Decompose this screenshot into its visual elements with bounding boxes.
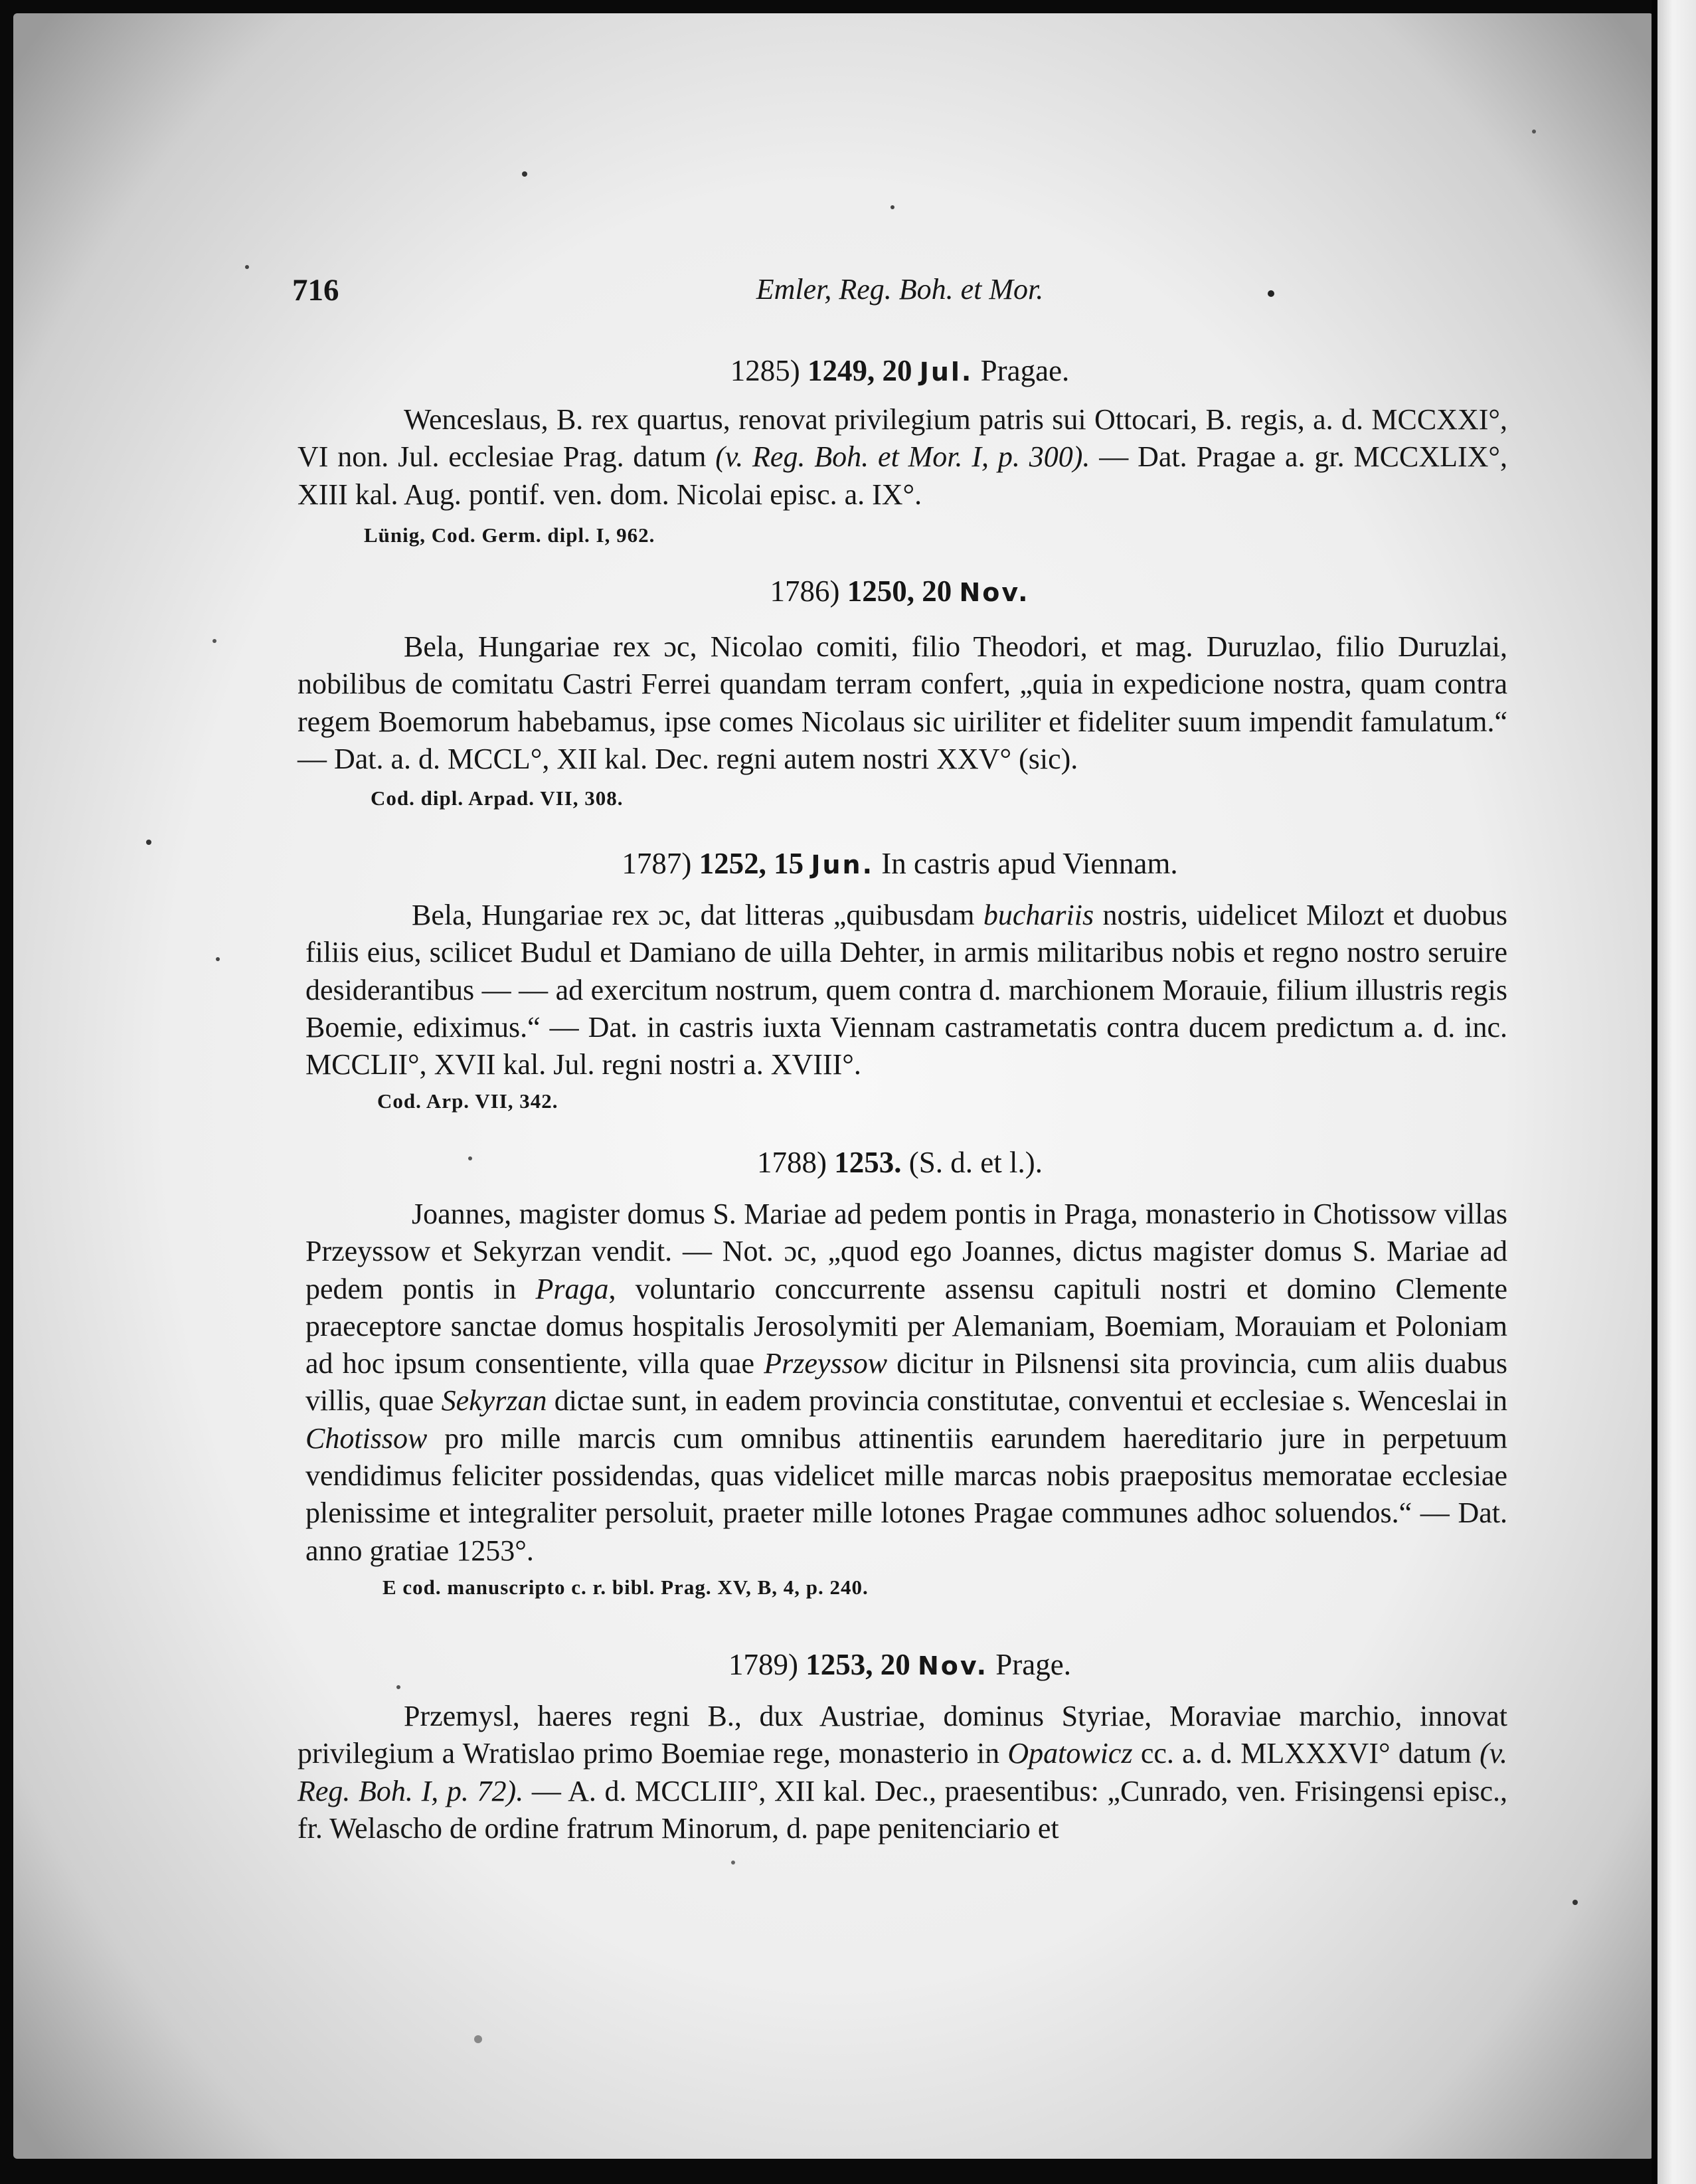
entry-heading [292,573,1507,611]
entry-text [305,1196,1507,1570]
text-run: Joannes, magister domus S. Mariae ad pedem pontis in Praga, monasterio in Chotissow villas Przeyssow et Sekyrzan vendit. — Not. ɔc, „quod ego Joannes, dictus magister domus S. Mariae ad pedem pontis in [305,1198,1507,1305]
source-reference: Lünig, Cod. Germ. dipl. I, 962. [364,523,655,547]
text-run: nostris, uidelicet Milozt et duobus filiis eius, scilicet Budul et Damiano de uilla Dehter, in armis militaribus nobis et regno nostro seruire desiderantibus — — ad exercitum nostrum, quem contra d. marchionem Morauie, filium illustris regis Boemie, ediximus.“ — Dat. in castris iuxta Viennam castrametatis contra ducem predictum a. d. inc. MCCLII°, XVII kal. Jul. regni nostri a. XVIII°. [305,899,1507,1081]
italic-word: Chotissow [305,1421,428,1455]
italic-word: Przeyssow [764,1347,888,1380]
italic-word: Opatowicz [1007,1737,1133,1770]
text-run: dicitur in Pilsnensi sita provincia, cum aliis duabus villis, quae [305,1347,1508,1417]
entry-text [305,897,1507,1083]
text-run: , voluntario conccurrente assensu capituli nostri et domino Clemente praeceptore sanctae domus hospitalis Jerosolymiti per Alemaniam, Boemiam, Morauiam et Poloniam ad hoc ipsum consentiente, villa quae [305,1272,1507,1380]
text-run: Bela, Hungariae rex ɔc, dat litteras „quibusdam [412,899,983,931]
entry-place: Prage. [995,1648,1071,1681]
entry-text: Bela, Hungariae rex ɔc, Nicolao comiti, filio Theodori, et mag. Duruzlao, filio Duruzlai, nobilibus de comitatu Castri Ferrei quandam terram confert, „quia in expedicione nostra, quam contra regem Boemorum habebamus, ipse comes Nicolaus sic uiriliter et fideliter suum impendit famulatum.“ — Dat. a. d. MCCL°, XII kal. Dec. regni autem nostri XXV° (sic). [297,630,1507,775]
entry-date: 1253, 20 [806,1648,910,1681]
source-reference: E cod. manuscripto c. r. bibl. Prag. XV, B, 4, p. 240. [382,1576,869,1599]
entry-heading [292,352,1507,391]
entry-heading [292,845,1507,883]
entry-heading [292,1646,1507,1684]
entry-month: Jul. [919,357,974,387]
entry-month: Nov. [959,578,1030,607]
entry-month: Nov. [918,1651,989,1681]
entry-place: (S. d. et l.). [908,1146,1043,1179]
text-run: — A. d. MCCLIII°, XII kal. Dec., praesentibus: „Cunrado, ven. Frisingensi episc., fr. Welascho de ordine fratrum Minorum, d. pape penitenciario et [297,1774,1507,1845]
source-reference: Cod. dipl. Arpad. VII, 308. [371,786,624,810]
text-run: — Dat. Pragae a. gr. MCCXLIX°, XIII kal. Aug. pontif. ven. dom. Nicolai episc. a. IX°. [297,440,1508,511]
text-run: Przemysl, haeres regni B., dux Austriae, dominus Styriae, Moraviae marchio, innovat privilegium a Wratislao primo Boemiae rege, monasterio in [297,1700,1507,1770]
text-run: pro mille marcis cum omnibus attinentiis earundem haereditario jure in perpetuum vendidimus feliciter possidendas, quas videlicet mille marcas nobis praepositus memoratae ecclesiae plenissime et integraliter persoluit, praeter mille lotones Pragae communes adhoc soluendos.“ — Dat. anno gratiae 1253°. [305,1421,1507,1567]
italic-word: Praga [535,1272,609,1305]
running-title: Emler, Reg. Boh. et Mor. [756,273,1044,306]
entry-text [297,1698,1507,1847]
citation-italic: (v. Reg. Boh. I, p. 72). [297,1737,1507,1807]
entry-heading [292,1144,1507,1181]
text-run: Wenceslaus, B. rex quartus, renovat privilegium patris sui Ottocari, B. regis, a. d. MCCXXI°, VI non. Jul. ecclesiae Prag. datum [297,403,1507,474]
entry-date: 1253. [834,1146,902,1179]
entry-date: 1252, 15 [699,847,804,880]
citation-italic: (v. Reg. Boh. et Mor. I, p. 300). [715,440,1090,474]
entry-month: Jun. [811,850,875,879]
entry-number: 1789) [728,1648,798,1681]
italic-word: Sekyrzan [441,1384,547,1417]
entry-place: In castris apud Viennam. [881,847,1178,880]
entry-number: 1786) [770,575,840,608]
entry-date: 1249, 20 [807,354,912,387]
entry-date: 1250, 20 [847,575,952,608]
entry-place: Pragae. [980,354,1070,387]
text-run: dictae sunt, in eadem provincia constitutae, conventui et ecclesiae s. Wenceslai in [547,1384,1507,1417]
text-run: cc. a. d. MLXXXVI° datum [1132,1737,1480,1770]
source-reference: Cod. Arp. VII, 342. [377,1089,558,1113]
entry-number: 1788) [757,1146,827,1179]
entry-text [297,401,1507,513]
italic-word: buchariis [983,899,1094,931]
page-header [292,272,1507,312]
page-number: 716 [292,273,339,308]
entry-number: 1787) [622,847,692,880]
entry-number: 1285) [730,354,800,387]
